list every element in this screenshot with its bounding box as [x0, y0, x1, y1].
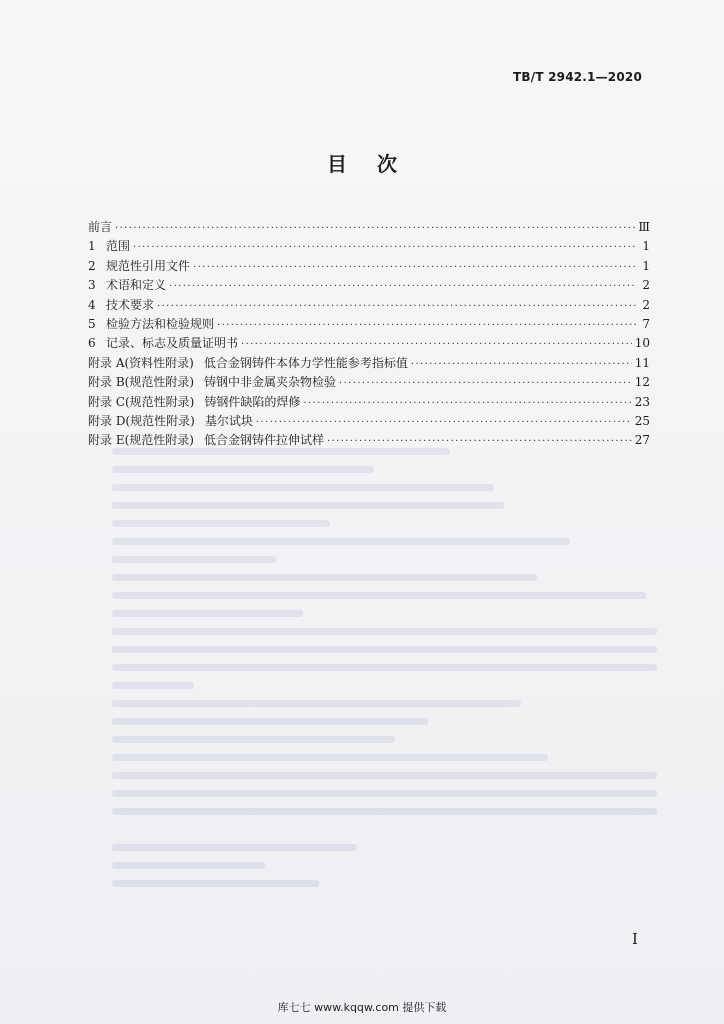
table-of-contents	[88, 218, 650, 451]
toc-entry-number: 1	[88, 239, 96, 254]
toc-entry-label: 附录 B(规范性附录)	[88, 375, 194, 390]
toc-entry-subtitle: 低合金钢铸件拉伸试样	[203, 433, 324, 448]
toc-entry[interactable]	[88, 296, 650, 315]
toc-entry-label: 术语和定义	[106, 278, 167, 293]
toc-entry-page: 23	[634, 394, 650, 409]
toc-entry-subtitle: 铸钢件缺陷的焊修	[204, 394, 301, 409]
download-footer: 库七七 www.kqqw.com 提供下载	[277, 1001, 447, 1014]
toc-entry-label: 检验方法和检验规则	[106, 316, 215, 331]
toc-leader-dots	[411, 359, 632, 370]
toc-entry-page: 10	[634, 336, 650, 351]
toc-entry-label: 前言	[88, 220, 113, 234]
toc-entry-page: 11	[634, 355, 650, 370]
toc-leader-dots	[169, 281, 637, 292]
toc-entry-page: 7	[642, 316, 650, 331]
toc-entry[interactable]	[88, 218, 650, 237]
toc-entry-page: Ⅲ	[638, 220, 650, 234]
toc-entry-number: 6	[88, 336, 96, 351]
toc-entry-page: 27	[634, 433, 650, 448]
toc-leader-dots	[303, 398, 631, 409]
toc-leader-dots	[327, 436, 632, 447]
toc-entry-number: 3	[88, 278, 96, 293]
toc-entry-page: 2	[642, 297, 650, 312]
toc-entry[interactable]	[88, 373, 650, 392]
toc-entry[interactable]	[88, 276, 650, 295]
show-through-text	[112, 448, 657, 928]
toc-leader-dots	[217, 320, 637, 331]
toc-entry-subtitle: 基尔试块	[204, 413, 253, 428]
toc-entry-page: 1	[642, 258, 650, 273]
toc-entry[interactable]	[88, 334, 650, 353]
toc-entry-label: 范围	[106, 239, 131, 254]
toc-entry[interactable]	[88, 412, 650, 431]
toc-entry[interactable]	[88, 257, 650, 276]
toc-entry-label: 附录 A(资料性附录)	[88, 355, 194, 370]
toc-leader-dots	[339, 378, 632, 389]
toc-entry-label: 记录、标志及质量证明书	[106, 336, 239, 351]
toc-entry-page: 12	[634, 375, 650, 390]
toc-leader-dots	[193, 262, 637, 273]
toc-entry-subtitle: 铸钢中非金属夹杂物检验	[204, 375, 337, 390]
page-title: 目次	[327, 152, 427, 176]
toc-entry-number: 4	[88, 297, 96, 312]
toc-entry-label: 附录 E(规范性附录)	[88, 433, 194, 448]
toc-entry-number: 2	[88, 258, 96, 273]
toc-entry-label: 附录 D(规范性附录)	[88, 413, 195, 428]
toc-entry[interactable]	[88, 315, 650, 334]
page-number: I	[632, 930, 638, 948]
toc-entry-subtitle: 低合金钢铸件本体力学性能参考指标值	[203, 355, 408, 370]
toc-leader-dots	[256, 417, 632, 428]
standard-number: TB/T 2942.1—2020	[513, 70, 642, 84]
toc-entry-label: 技术要求	[106, 297, 155, 312]
toc-entry[interactable]	[88, 354, 650, 373]
toc-entry-number: 5	[88, 316, 96, 331]
toc-leader-dots	[115, 223, 635, 234]
toc-entry-page: 1	[642, 239, 650, 254]
toc-entry[interactable]	[88, 393, 650, 412]
toc-leader-dots	[157, 301, 637, 312]
toc-entry-page: 2	[642, 278, 650, 293]
toc-leader-dots	[241, 339, 632, 350]
toc-entry[interactable]	[88, 237, 650, 256]
toc-entry-page: 25	[634, 413, 650, 428]
toc-entry-label: 规范性引用文件	[106, 258, 191, 273]
toc-entry-label: 附录 C(规范性附录)	[88, 394, 195, 409]
toc-leader-dots	[133, 242, 637, 253]
toc-entry[interactable]	[88, 431, 650, 450]
